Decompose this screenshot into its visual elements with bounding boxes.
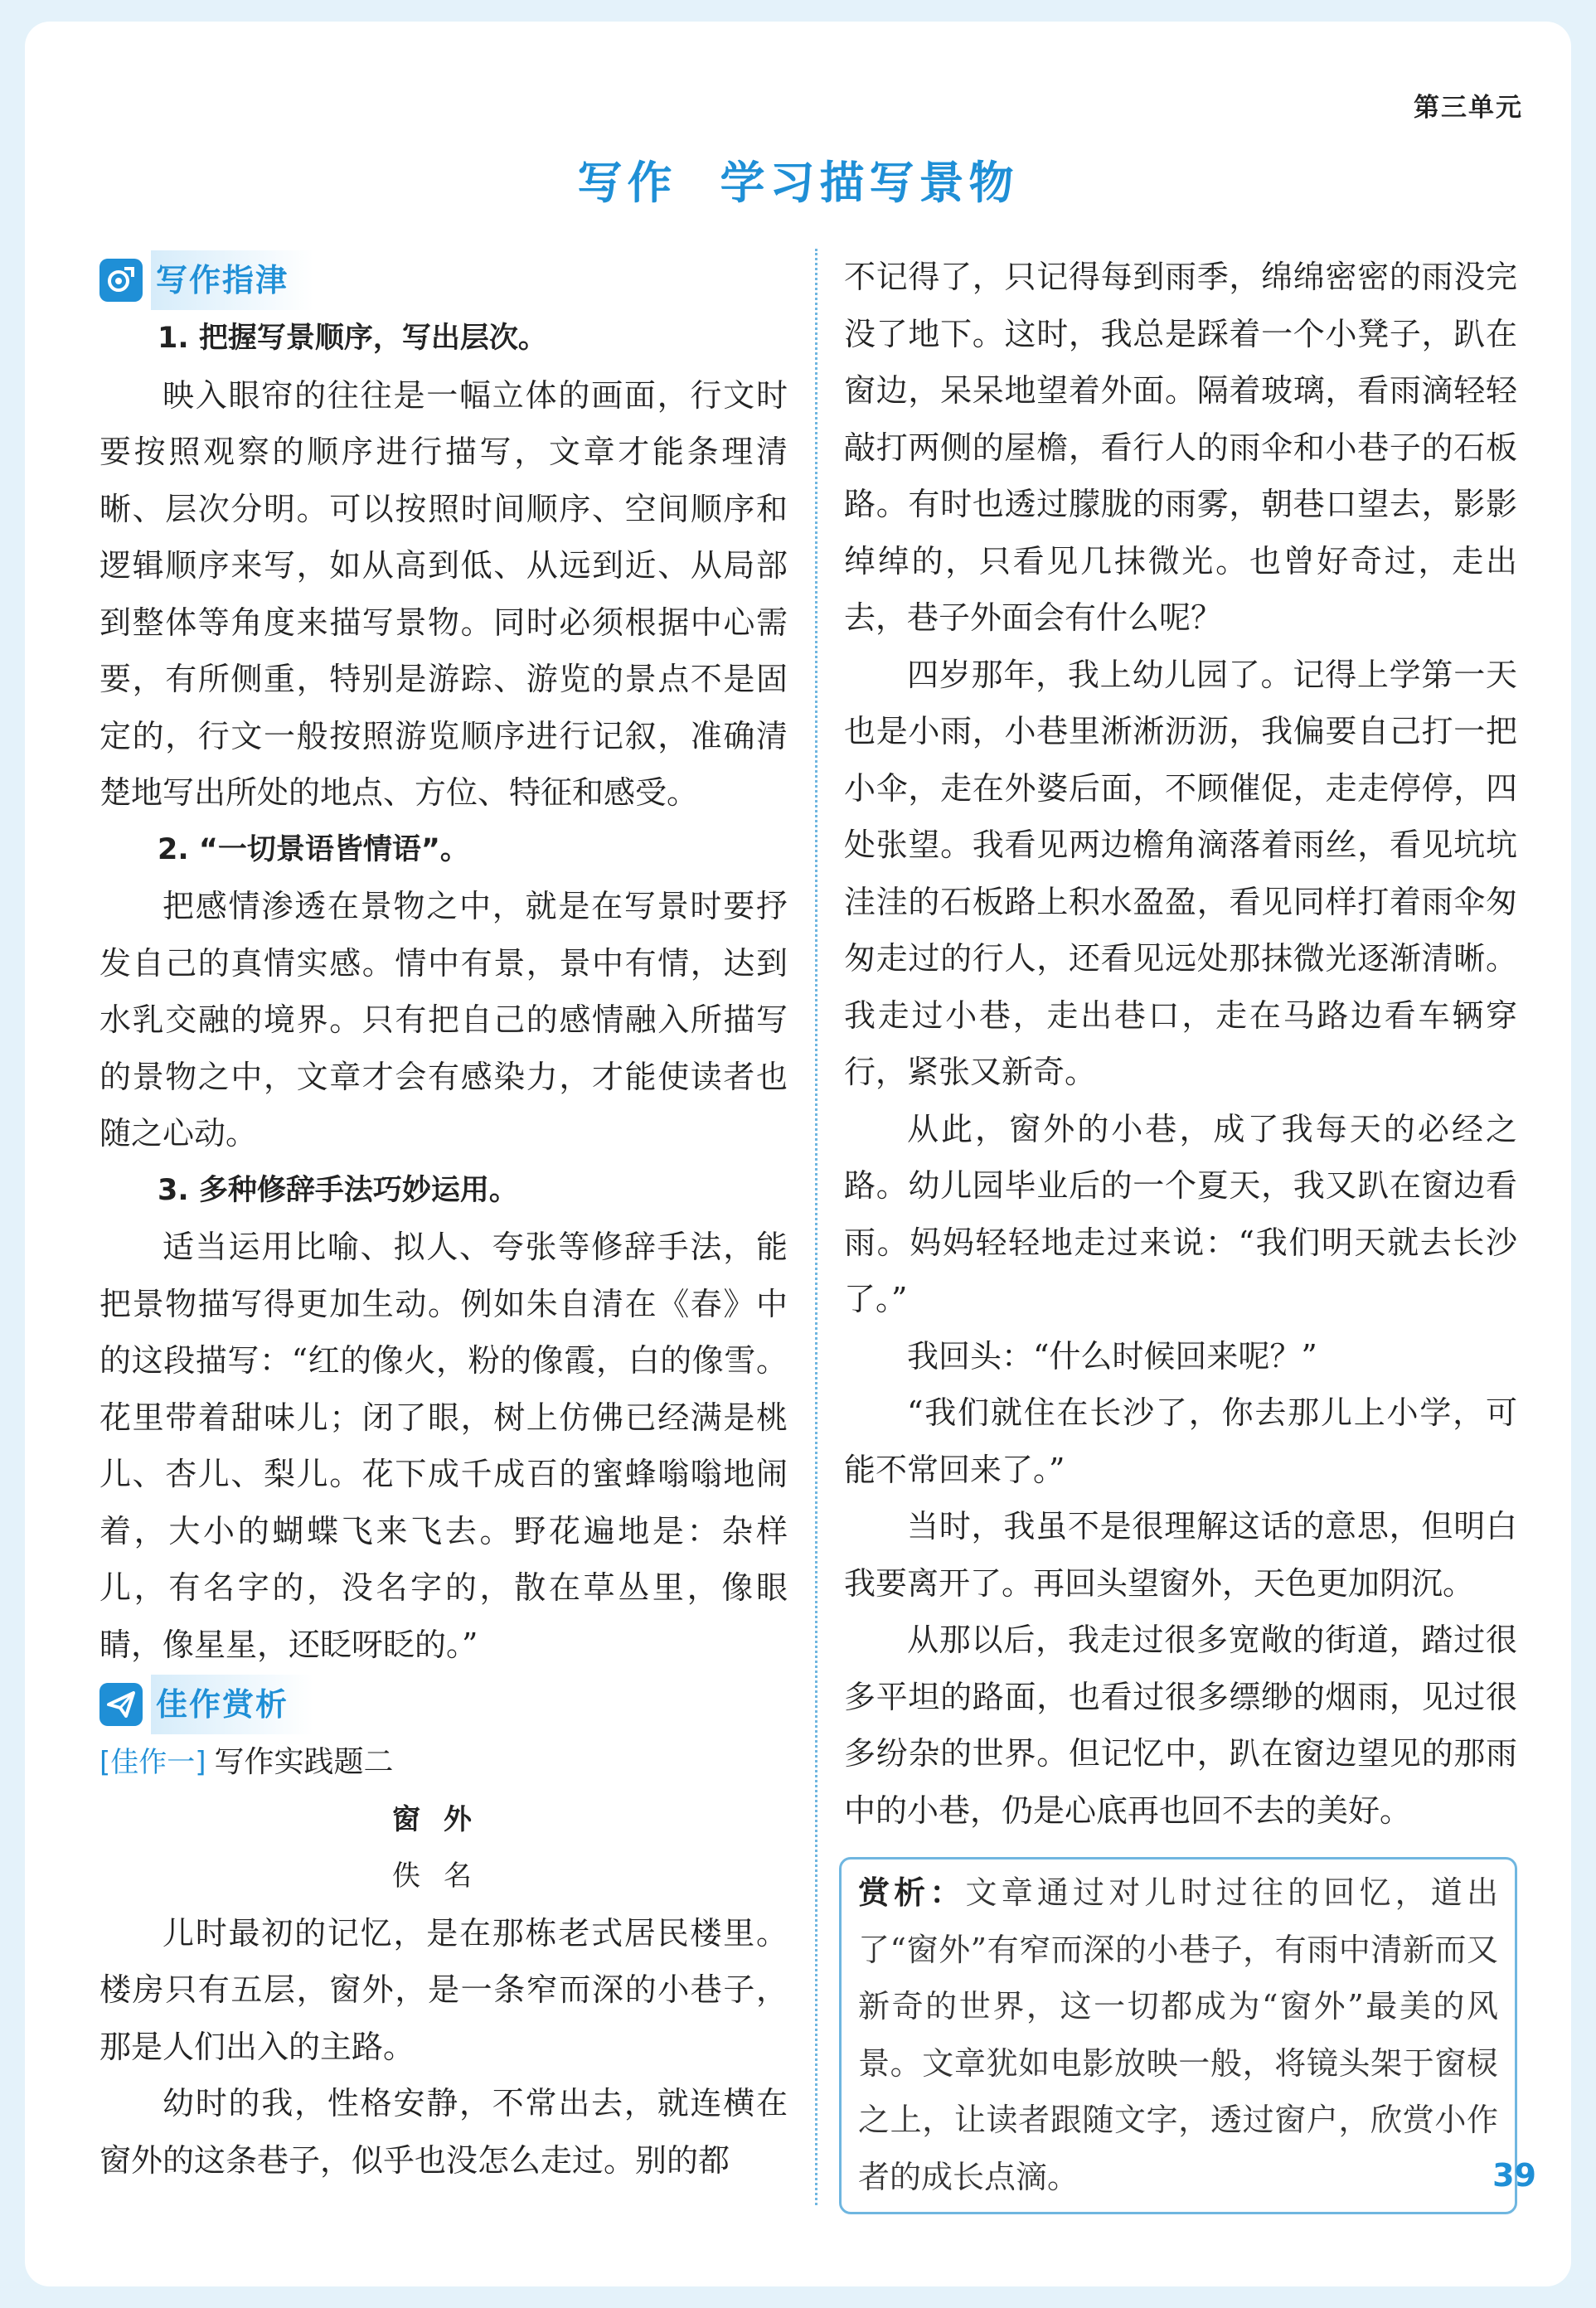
- title-part-2: 学习描写景物: [720, 156, 1019, 209]
- essay-paragraph: 四岁那年，我上幼儿园了。记得上学第一天也是小雨，小巷里淅淅沥沥，我偏要自己打一把小伞，走在外婆后面，不顾催促，走走停停，四处张望。我看见两边檐角滴落着雨丝，看见坑坑洼洼的石板路上积水盈盈，看见同样打着雨伞匆匆走过的行人，还看见远处那抹微光逐渐清晰。我走过小巷，走出巷口，走在马路边看车辆穿行，紧张又新奇。: [844, 656, 1517, 1090]
- essay-paragraph: 当时，我虽不是很理解这话的意思，但明白我要离开了。再回头望窗外，天色更加阴沉。: [844, 1508, 1517, 1602]
- analysis-box: [839, 1857, 1517, 2214]
- page-number: 39: [1492, 2157, 1536, 2194]
- point-1-title: 1. 把握写景顺序，写出层次。: [158, 322, 547, 355]
- page-title: [0, 148, 1596, 211]
- title-part-1: 写作: [577, 156, 677, 209]
- analysis-tag: 赏析：: [858, 1874, 966, 1911]
- right-column: [844, 249, 1517, 2214]
- practice-line: [99, 1734, 788, 1792]
- appreciation-header: [99, 1676, 788, 1733]
- essay-paragraph: 从此，窗外的小巷，成了我每天的必经之路。幼儿园毕业后的一个夏天，我又趴在窗边看雨。妈妈轻轻地走过来说：“我们明天就去长沙了。”: [844, 1110, 1517, 1317]
- practice-label: 写作实践题二: [214, 1745, 394, 1779]
- point-3-text: 适当运用比喻、拟人、夸张等修辞手法，能把景物描写得更加生动。例如朱自清在《春》中的这段描写：“红的像火，粉的像霞，白的像雪。花里带着甜味儿；闭了眼，树上仿佛已经满是桃儿、杏儿、梨儿。花下成千成百的蜜蜂嗡嗡地闹着，大小的蝴蝶飞来飞去。野花遍地是：杂样儿，有名字的，没名字的，散在草丛里，像眼睛，像星星，还眨呀眨的。”: [99, 1229, 788, 1663]
- essay-paragraph: 儿时最初的记忆，是在那栋老式居民楼里。楼房只有五层，窗外，是一条窄而深的小巷子，那是人们出入的主路。: [99, 1914, 788, 2065]
- essay-author: 佚名: [392, 1859, 495, 1893]
- essay-title: 窗外: [392, 1802, 495, 1836]
- unit-label: 第三单元: [1414, 93, 1523, 123]
- essay-paragraph: “我们就住在长沙了，你去那儿上小学，可能不常回来了。”: [844, 1394, 1517, 1488]
- column-divider: [815, 249, 817, 2205]
- point-3-title: 3. 多种修辞手法巧妙运用。: [158, 1173, 518, 1207]
- example-tag: [佳作一]: [99, 1746, 206, 1779]
- essay-paragraph: 不记得了，只记得每到雨季，绵绵密密的雨没完没了地下。这时，我总是踩着一个小凳子，趴在窗边，呆呆地望着外面。隔着玻璃，看雨滴轻轻敲打两侧的屋檐，看行人的雨伞和小巷子的石板路。有时也透过朦胧的雨雾，朝巷口望去，影影绰绰的，只看见几抹微光。也曾好奇过，走出去，巷子外面会有什么呢？: [844, 259, 1517, 636]
- writing-guide-header: [99, 252, 788, 308]
- left-column: [99, 249, 788, 2189]
- essay-paragraph: 从那以后，我走过很多宽敞的街道，踏过很多平坦的路面，也看过很多缥缈的烟雨，见过很多纷杂的世界。但记忆中，趴在窗边望见的那雨中的小巷，仍是心底再也回不去的美好。: [844, 1622, 1517, 1829]
- analysis-text: 文章通过对儿时过往的回忆，道出了“窗外”有窄而深的小巷子，有雨中清新而又新奇的世界，这一切都成为“窗外”最美的风景。文章犹如电影放映一般，将镜头架于窗棂之上，让读者跟随文字，透过窗户，欣赏小作者的成长点滴。: [858, 1874, 1498, 2195]
- appreciation-title: 佳作赏析: [151, 1675, 313, 1735]
- writing-guide-title: 写作指津: [151, 250, 313, 311]
- point-2-text: 把感情渗透在景物之中，就是在写景时要抒发自己的真情实感。情中有景，景中有情，达到水乳交融的境界。只有把自己的感情融入所描写的景物之中，文章才会有感染力，才能使读者也随之心动。: [99, 888, 788, 1152]
- writing-guide-icon: [99, 259, 143, 302]
- point-1-text: 映入眼帘的往往是一幅立体的画面，行文时要按照观察的顺序进行描写，文章才能条理清晰、层次分明。可以按照时间顺序、空间顺序和逻辑顺序来写，如从高到低、从远到近、从局部到整体等角度来描写景物。同时必须根据中心需要，有所侧重，特别是游踪、游览的景点不是固定的，行文一般按照游览顺序进行记叙，准确清楚地写出所处的地点、方位、特征和感受。: [99, 376, 788, 811]
- analysis-paragraph: [858, 1864, 1498, 2205]
- essay-paragraph: 我回头：“什么时候回来呢？”: [907, 1337, 1317, 1375]
- appreciation-icon: [99, 1683, 143, 1726]
- essay-paragraph: 幼时的我，性格安静，不常出去，就连横在窗外的这条巷子，似乎也没怎么走过。别的都: [99, 2085, 788, 2179]
- point-2-title: 2. “一切景语皆情语”。: [158, 832, 469, 866]
